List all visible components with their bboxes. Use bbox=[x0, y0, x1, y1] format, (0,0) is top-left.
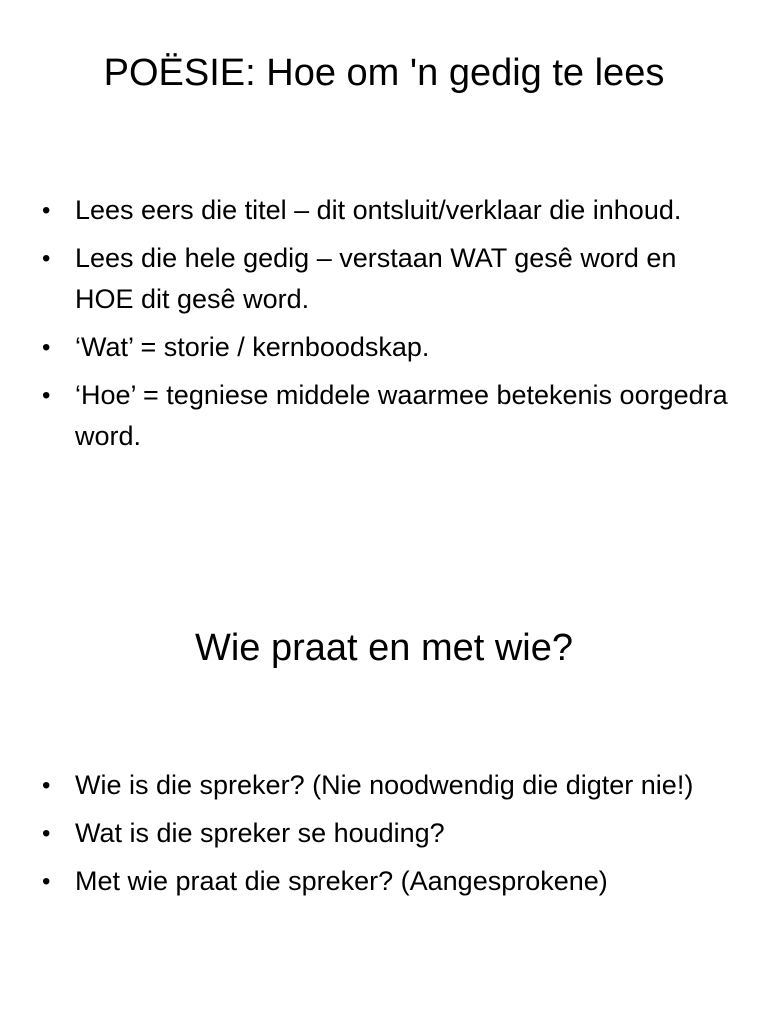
bullet-icon: • bbox=[42, 197, 51, 224]
bullet-text: ‘Wat’ = storie / kernboodskap. bbox=[75, 332, 430, 362]
bullet-text: Lees die hele gedig – verstaan WAT gesê word en HOE dit gesê word. bbox=[75, 243, 677, 314]
bullet-text: Wie is die spreker? (Nie noodwendig die digter nie!) bbox=[75, 770, 694, 800]
bullet-item bbox=[42, 765, 732, 806]
bullet-icon: • bbox=[42, 334, 51, 361]
bullet-item bbox=[42, 861, 732, 902]
bullet-text: Wat is die spreker se houding? bbox=[75, 818, 445, 848]
bullet-item bbox=[42, 238, 732, 320]
bullet-icon: • bbox=[42, 868, 51, 895]
bullet-list bbox=[42, 190, 732, 464]
bullet-icon: • bbox=[42, 382, 51, 409]
bullet-icon: • bbox=[42, 772, 51, 799]
bullet-item bbox=[42, 327, 732, 368]
bullet-text: Lees eers die titel – dit ontsluit/verklaar die inhoud. bbox=[75, 195, 682, 225]
bullet-list bbox=[42, 765, 732, 909]
bullet-text: ‘Hoe’ = tegniese middele waarmee betekenis oorgedra word. bbox=[75, 380, 728, 451]
bullet-item bbox=[42, 190, 732, 231]
bullet-icon: • bbox=[42, 820, 51, 847]
slide-title: POËSIE: Hoe om 'n gedig te lees bbox=[103, 52, 665, 94]
bullet-icon: • bbox=[42, 245, 51, 272]
bullet-item bbox=[42, 813, 732, 854]
bullet-item bbox=[42, 375, 732, 457]
slide-title: Wie praat en met wie? bbox=[194, 627, 574, 669]
slide-wie-praat bbox=[0, 512, 768, 1024]
bullet-text: Met wie praat die spreker? (Aangesprokene) bbox=[75, 866, 608, 896]
